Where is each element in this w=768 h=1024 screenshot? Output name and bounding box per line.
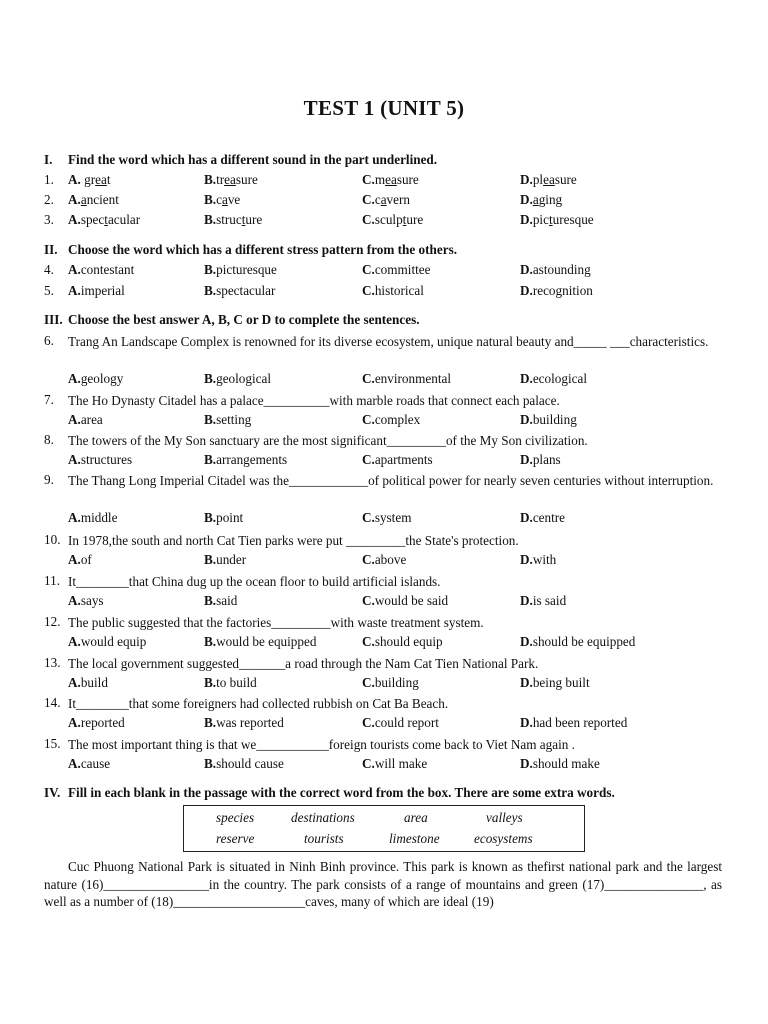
question-text: The most important thing is that we___________foreign tourists come back to Viet Nam again . bbox=[68, 737, 575, 752]
question-row bbox=[44, 262, 734, 279]
option-b: B.was reported bbox=[204, 715, 284, 730]
option-b: B.structure bbox=[204, 212, 263, 227]
question-row bbox=[44, 392, 734, 409]
word-box-item: tourists bbox=[304, 831, 344, 846]
option-d: D.centre bbox=[520, 510, 566, 525]
question-row bbox=[44, 573, 734, 590]
option-d: D.is said bbox=[520, 593, 567, 608]
option-c: C.should equip bbox=[362, 634, 443, 649]
section-number: II. bbox=[44, 242, 58, 257]
option-c: C.committee bbox=[362, 262, 431, 277]
option-d: D.being built bbox=[520, 675, 590, 690]
option-a: A.imperial bbox=[68, 283, 125, 298]
section-2-heading bbox=[44, 242, 734, 258]
question-number: 1. bbox=[44, 172, 54, 187]
options-row bbox=[44, 552, 734, 569]
option-d: D.picturesque bbox=[520, 212, 594, 227]
option-d: D.pleasure bbox=[520, 172, 577, 187]
question-number: 10. bbox=[44, 532, 61, 547]
option-c: C.above bbox=[362, 552, 407, 567]
question-number: 5. bbox=[44, 283, 54, 298]
question-number: 8. bbox=[44, 432, 54, 447]
question-text: In 1978,the south and north Cat Tien parks were put _________the State's protection. bbox=[68, 533, 519, 548]
option-b: B.to build bbox=[204, 675, 257, 690]
question-row bbox=[44, 283, 734, 300]
question-row bbox=[44, 472, 734, 489]
question-row bbox=[44, 736, 734, 753]
question-row bbox=[44, 432, 734, 449]
question-text: The Ho Dynasty Citadel has a palace__________with marble roads that connect each palace. bbox=[68, 393, 560, 408]
question-row bbox=[44, 614, 734, 631]
options-row bbox=[44, 634, 734, 651]
section-instruction: Choose the word which has a different stress pattern from the others. bbox=[68, 242, 457, 257]
option-c: C.would be said bbox=[362, 593, 449, 608]
question-row bbox=[44, 695, 734, 712]
question-text: The local government suggested_______a road through the Nam Cat Tien National Park. bbox=[68, 656, 539, 671]
option-d: D.plans bbox=[520, 452, 561, 467]
question-number: 9. bbox=[44, 472, 54, 487]
options-row bbox=[44, 371, 734, 388]
option-b: B.under bbox=[204, 552, 247, 567]
option-c: C.environmental bbox=[362, 371, 451, 386]
section-instruction: Choose the best answer A, B, C or D to complete the sentences. bbox=[68, 312, 420, 327]
option-c: C.will make bbox=[362, 756, 428, 771]
option-a: A.area bbox=[68, 412, 103, 427]
question-row bbox=[44, 532, 734, 549]
option-c: C.measure bbox=[362, 172, 419, 187]
option-c: C.complex bbox=[362, 412, 421, 427]
option-b: B.said bbox=[204, 593, 238, 608]
question-number: 11. bbox=[44, 573, 60, 588]
option-b: B.spectacular bbox=[204, 283, 276, 298]
option-d: D.should make bbox=[520, 756, 600, 771]
option-b: B.arrangements bbox=[204, 452, 288, 467]
option-a: A.would equip bbox=[68, 634, 147, 649]
option-c: C.could report bbox=[362, 715, 439, 730]
option-c: C.cavern bbox=[362, 192, 410, 207]
question-text: It________that some foreigners had collected rubbish on Cat Ba Beach. bbox=[68, 696, 449, 711]
question-text: The public suggested that the factories_________with waste treatment system. bbox=[68, 615, 484, 630]
option-a: A.ancient bbox=[68, 192, 119, 207]
options-row bbox=[44, 675, 734, 692]
word-box-item: valleys bbox=[486, 810, 523, 825]
option-d: D.recognition bbox=[520, 283, 593, 298]
question-number: 13. bbox=[44, 655, 61, 670]
option-a: A.middle bbox=[68, 510, 118, 525]
question-number: 6. bbox=[44, 333, 54, 348]
option-b: B.would be equipped bbox=[204, 634, 317, 649]
question-row bbox=[44, 333, 734, 350]
question-text: The towers of the My Son sanctuary are the most significant_________of the My Son civilization. bbox=[68, 433, 588, 448]
option-c: C.building bbox=[362, 675, 419, 690]
options-row bbox=[44, 593, 734, 610]
option-c: C.historical bbox=[362, 283, 424, 298]
option-a: A.cause bbox=[68, 756, 111, 771]
option-c: C.apartments bbox=[362, 452, 433, 467]
question-text: Trang An Landscape Complex is renowned for its diverse ecosystem, unique natural beauty and_____ ___characteristics. bbox=[68, 334, 709, 349]
option-d: D.astounding bbox=[520, 262, 591, 277]
question-text: The Thang Long Imperial Citadel was the____________of political power for nearly seven centuries without interruption. bbox=[68, 473, 714, 488]
option-b: B.cave bbox=[204, 192, 241, 207]
option-d: D.building bbox=[520, 412, 577, 427]
section-3-heading bbox=[44, 312, 734, 328]
question-row bbox=[44, 192, 734, 209]
question-text: It________that China dug up the ocean floor to build artificial islands. bbox=[68, 574, 441, 589]
question-number: 7. bbox=[44, 392, 54, 407]
option-a: A.build bbox=[68, 675, 108, 690]
option-c: C.sculpture bbox=[362, 212, 424, 227]
word-box-item: species bbox=[216, 810, 255, 825]
word-box-item: limestone bbox=[389, 831, 440, 846]
option-a: A.contestant bbox=[68, 262, 135, 277]
question-number: 4. bbox=[44, 262, 54, 277]
question-number: 15. bbox=[44, 736, 61, 751]
section-instruction: Find the word which has a different sound in the part underlined. bbox=[68, 152, 438, 167]
section-number: III. bbox=[44, 312, 63, 327]
options-row bbox=[44, 510, 734, 527]
option-b: B.treasure bbox=[204, 172, 258, 187]
question-row bbox=[44, 172, 734, 189]
question-row bbox=[44, 655, 734, 672]
option-a: A.reported bbox=[68, 715, 125, 730]
option-a: A.spectacular bbox=[68, 212, 141, 227]
options-row bbox=[44, 412, 734, 429]
word-box-item: destinations bbox=[291, 810, 355, 825]
option-a: A.of bbox=[68, 552, 92, 567]
option-b: B.geological bbox=[204, 371, 272, 386]
options-row bbox=[44, 756, 734, 773]
option-b: B.setting bbox=[204, 412, 252, 427]
section-1-heading bbox=[44, 152, 734, 168]
option-d: D.should be equipped bbox=[520, 634, 636, 649]
option-c: C.system bbox=[362, 510, 412, 525]
option-a: A. great bbox=[68, 172, 111, 187]
question-number: 2. bbox=[44, 192, 54, 207]
word-box-item: area bbox=[404, 810, 428, 825]
question-number: 3. bbox=[44, 212, 54, 227]
word-box bbox=[183, 805, 585, 852]
question-row bbox=[44, 212, 734, 229]
option-d: D.aging bbox=[520, 192, 563, 207]
word-box-item: reserve bbox=[216, 831, 255, 846]
section-number: IV. bbox=[44, 785, 61, 800]
section-instruction: Fill in each blank in the passage with the correct word from the box. There are some extra words. bbox=[68, 785, 615, 800]
section-number: I. bbox=[44, 152, 53, 167]
option-a: A.geology bbox=[68, 371, 124, 386]
options-row bbox=[44, 452, 734, 469]
reading-passage: Cuc Phuong National Park is situated in Ninh Binh province. This park is known as thefirst national park and the largest nature (16)________________in the country. The park consists of a range of mountains and green (17)_______________, as well as a number of (18)____________________caves, many of which are ideal (19) bbox=[44, 859, 722, 909]
question-number: 14. bbox=[44, 695, 61, 710]
option-b: B.picturesque bbox=[204, 262, 277, 277]
page-title: TEST 1 (UNIT 5) bbox=[303, 96, 465, 120]
options-row bbox=[44, 715, 734, 732]
option-a: A.structures bbox=[68, 452, 133, 467]
question-number: 12. bbox=[44, 614, 61, 629]
option-b: B.should cause bbox=[204, 756, 284, 771]
word-box-item: ecosystems bbox=[474, 831, 533, 846]
option-d: D.ecological bbox=[520, 371, 588, 386]
option-d: D.had been reported bbox=[520, 715, 628, 730]
option-a: A.says bbox=[68, 593, 104, 608]
option-d: D.with bbox=[520, 552, 557, 567]
section-4-heading bbox=[44, 785, 734, 801]
option-b: B.point bbox=[204, 510, 244, 525]
